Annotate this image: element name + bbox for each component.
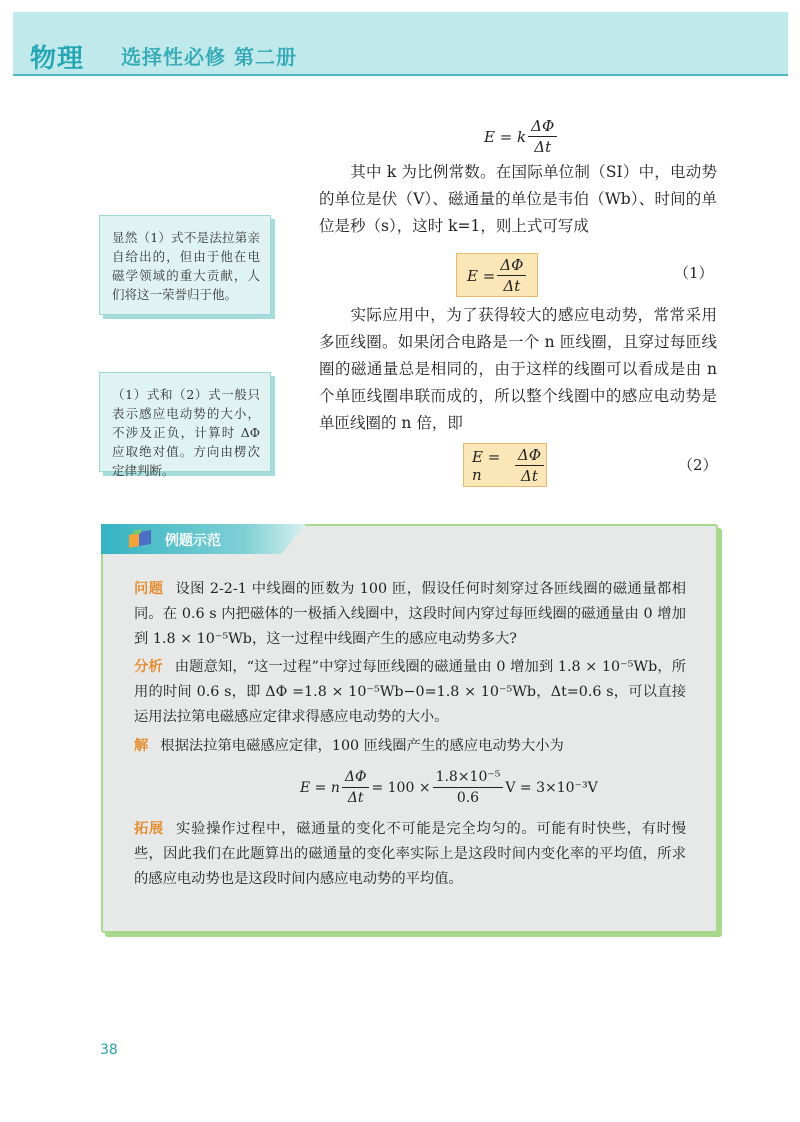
side-note-2: [99, 372, 271, 478]
formula-fraction: [528, 116, 557, 157]
eq1-num: ΔΦ: [497, 255, 526, 276]
formula-lhs: E = k: [484, 127, 527, 146]
equation-1-box: [456, 253, 538, 297]
eq2-lhs: E = n: [472, 447, 501, 484]
equation-1-label: （1）: [674, 264, 714, 282]
example-extension: 拓展 实验操作过程中，磁通量的变化不可能是完全均匀的。可能有时快些，有时慢些，因此我们在此题算出的磁通量的变化率实际上是这段时间内变化率的平均值，所求的感应电动势也是这段时间内感应电动势的平均值。: [134, 821, 687, 887]
book-title: 物理: [30, 44, 85, 74]
eq1-den: Δt: [503, 277, 521, 295]
formula-num: ΔΦ: [528, 116, 557, 137]
eq1-lhs: E =: [467, 266, 496, 285]
ex-formula-mid: = 100 ×: [371, 779, 431, 796]
solution-tag: 解: [134, 738, 149, 754]
question-tag: 问题: [134, 581, 164, 597]
side-note-2-text: （1）式和（2）式一般只表示感应电动势的大小，不涉及正负，计算时 ΔΦ 应取绝对值。方向由楞次定律判断。: [112, 387, 260, 478]
ex-formula-den1: Δt: [347, 790, 364, 806]
equation-2-box: [463, 443, 547, 487]
equation-2-label: （2）: [678, 456, 718, 474]
formula-den: Δt: [534, 138, 552, 156]
side-note-1: [99, 215, 271, 315]
extension-tag: 拓展: [134, 821, 165, 837]
paragraph-multi-turn: 实际应用中，为了获得较大的感应电动势，常常采用多匝线圈。如果闭合电路是一个 n 匝线圈，且穿过每匝线圈的磁通量总是相同的，由于这样的线圈可以看成是由 n 个单匝线圈串联而成的，所以整个线圈中的感应电动势是单匝线圈的 n 倍，即: [319, 306, 717, 432]
eq2-num: ΔΦ: [515, 445, 544, 466]
intro-formula: [484, 116, 559, 157]
eq2-den: Δt: [520, 467, 538, 485]
ex-formula-rhs: V = 3×10⁻³V: [505, 779, 598, 796]
ex-formula-den2: 0.6: [456, 790, 480, 806]
ex-formula-lhs: E = n: [300, 779, 340, 796]
ex-formula-num2: 1.8×10⁻⁵: [433, 767, 504, 788]
book-subtitle: 选择性必修 第二册: [121, 45, 297, 69]
example-tab-label: 例题示范: [165, 533, 221, 549]
example-solution: 解 根据法拉第电磁感应定律，100 匝线圈产生的感应电动势大小为: [134, 738, 564, 754]
side-note-1-text: 显然（1）式不是法拉第亲自给出的，但由于他在电磁学领域的重大贡献，人们将这一荣誉归于他。: [112, 230, 260, 302]
example-question: 问题 设图 2-2-1 中线圈的匝数为 100 匝，假设任何时刻穿过各匝线圈的磁通量都相同。在 0.6 s 内把磁体的一极插入线圈中，这段时间内穿过每匝线圈的磁通量由 0 增加到 1.8 × 10⁻⁵Wb，这一过程中线圈产生的感应电动势多大?: [134, 581, 687, 647]
page-number: 38: [100, 1042, 118, 1058]
ex-formula-num1: ΔΦ: [342, 767, 370, 788]
paragraph-units: 其中 k 为比例常数。在国际单位制（SI）中，电动势的单位是伏（V）、磁通量的单位是韦伯（Wb）、时间的单位是秒（s），这时 k=1，则上式可写成: [319, 163, 717, 235]
example-book-icon: [127, 529, 155, 549]
example-formula: [300, 767, 598, 808]
example-analysis: 分析 由题意知，“这一过程”中穿过每匝线圈的磁通量由 0 增加到 1.8 × 10⁻⁵Wb，所用的时间 0.6 s，即 ΔΦ =1.8 × 10⁻⁵Wb−0=1.8 × 10⁻⁵Wb，Δt=0.6 s，可以直接运用法拉第电磁感应定律求得感应电动势的大小。: [134, 659, 687, 725]
analysis-tag: 分析: [134, 659, 163, 675]
